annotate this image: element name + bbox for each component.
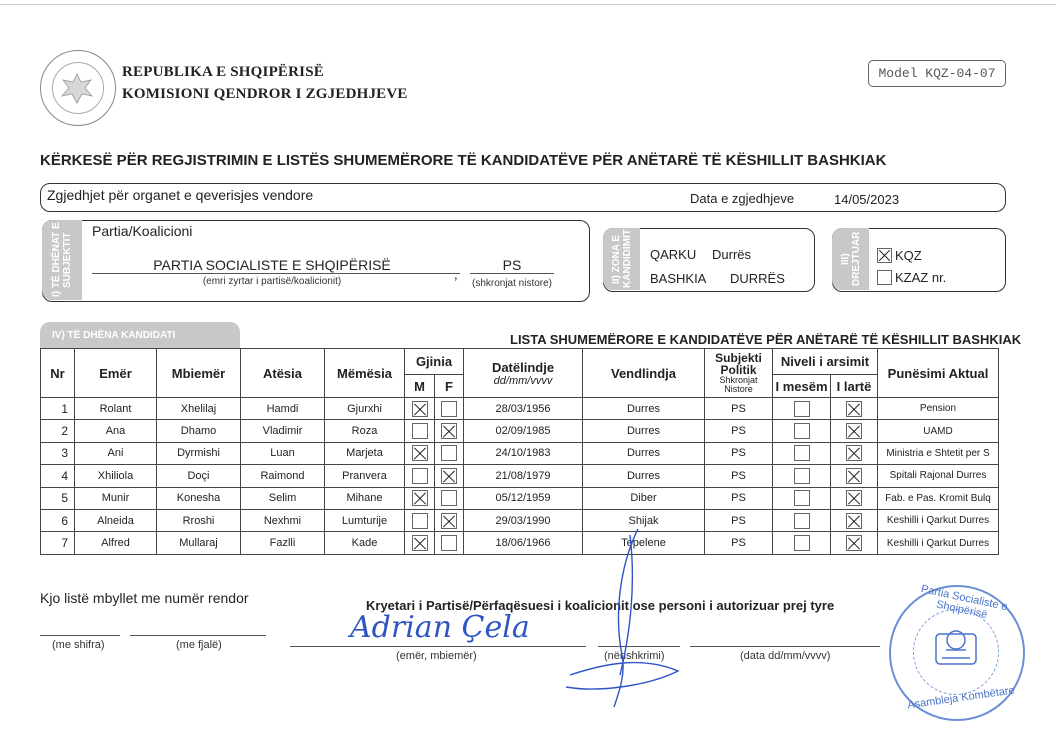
col-niveli: Niveli i arsimit <box>773 349 878 375</box>
edu-mesem-checkbox[interactable] <box>794 490 810 506</box>
gender-f-checkbox[interactable] <box>441 401 457 417</box>
cell-larte <box>831 487 878 509</box>
cell-punesimi: UAMD <box>878 420 999 442</box>
words-caption: (me fjalë) <box>176 639 222 651</box>
kqz-checkbox[interactable] <box>877 248 892 263</box>
words-line <box>130 635 266 636</box>
kzaz-label: KZAZ nr. <box>895 270 947 285</box>
cell-subjekti: PS <box>705 509 773 531</box>
cell-vendlindja: Durres <box>583 420 705 442</box>
cell-memesia: Roza <box>325 420 405 442</box>
edu-larte-checkbox[interactable] <box>846 468 862 484</box>
cell-emer: Xhiliola <box>75 465 157 487</box>
directed-tab <box>832 228 869 290</box>
col-gjinia: Gjinia <box>405 349 464 375</box>
cell-atesia: Luan <box>241 442 325 464</box>
party-name-underline <box>92 273 460 274</box>
candidates-table <box>40 348 999 555</box>
name-line <box>290 646 586 647</box>
cell-mbiemer: Rroshi <box>157 509 241 531</box>
cell-dob: 18/06/1966 <box>464 532 583 554</box>
closing-text: Kjo listë mbyllet me numër rendor <box>40 590 249 606</box>
cell-mbiemer: Xhelilaj <box>157 398 241 420</box>
cell-m <box>405 532 435 554</box>
cell-dob: 21/08/1979 <box>464 465 583 487</box>
cell-memesia: Marjeta <box>325 442 405 464</box>
gender-m-checkbox[interactable] <box>412 468 428 484</box>
cell-emer: Ani <box>75 442 157 464</box>
cell-punesimi: Keshilli i Qarkut Durres <box>878 532 999 554</box>
cell-mbiemer: Dyrmishi <box>157 442 241 464</box>
gender-m-checkbox[interactable] <box>412 535 428 551</box>
edu-larte-checkbox[interactable] <box>846 445 862 461</box>
edu-mesem-checkbox[interactable] <box>794 445 810 461</box>
cell-nr: 4 <box>41 465 75 487</box>
cell-f <box>435 398 464 420</box>
gender-m-checkbox[interactable] <box>412 513 428 529</box>
signature-caption: (nënshkrimi) <box>604 650 665 662</box>
edu-mesem-checkbox[interactable] <box>794 401 810 417</box>
comma: , <box>454 267 458 282</box>
cell-m <box>405 487 435 509</box>
qarku-label: QARKU <box>650 247 697 262</box>
cell-emer: Ana <box>75 420 157 442</box>
col-nr: Nr <box>41 349 75 398</box>
edu-mesem-checkbox[interactable] <box>794 423 810 439</box>
col-datelindje-label: Datëlindje <box>491 359 555 375</box>
cell-f <box>435 509 464 531</box>
gender-m-checkbox[interactable] <box>412 490 428 506</box>
stamp-top-text: Partia Socialiste e Shqipërisë <box>919 583 1009 622</box>
cell-mesem <box>773 442 831 464</box>
cell-nr: 7 <box>41 532 75 554</box>
cell-larte <box>831 465 878 487</box>
gender-f-checkbox[interactable] <box>441 535 457 551</box>
bashkia-value: DURRËS <box>730 271 785 286</box>
cell-subjekti: PS <box>705 398 773 420</box>
col-m: M <box>405 375 435 398</box>
numeric-line <box>40 635 120 636</box>
cell-dob: 29/03/1990 <box>464 509 583 531</box>
cell-dob: 05/12/1959 <box>464 487 583 509</box>
col-f: F <box>435 375 464 398</box>
cell-f <box>435 442 464 464</box>
signer-title: Kryetari i Partisë/Përfaqësuesi i koalicionit ose personi i autorizuar prej tyre <box>366 598 835 613</box>
cell-mbiemer: Mullaraj <box>157 532 241 554</box>
edu-mesem-checkbox[interactable] <box>794 468 810 484</box>
cell-m <box>405 442 435 464</box>
qarku-value: Durrës <box>712 247 752 262</box>
cell-f <box>435 487 464 509</box>
cell-memesia: Lumturije <box>325 509 405 531</box>
col-subjekti-sub: Shkronjat Nistore <box>719 375 758 394</box>
cell-larte <box>831 442 878 464</box>
cell-larte <box>831 420 878 442</box>
gender-m-checkbox[interactable] <box>412 401 428 417</box>
cell-mesem <box>773 487 831 509</box>
election-date-label: Data e zgjedhjeve <box>690 191 795 206</box>
cell-m <box>405 465 435 487</box>
col-memesia: Mëmësia <box>325 349 405 398</box>
header-republic: REPUBLIKA E SHQIPËRISË <box>122 64 324 80</box>
cell-vendlindja: Durres <box>583 442 705 464</box>
cell-vendlindja: Shijak <box>583 509 705 531</box>
subject-tab <box>42 220 82 300</box>
name-caption: (emër, mbiemër) <box>396 650 477 662</box>
col-punesimi: Punësimi Aktual <box>878 349 999 398</box>
cell-vendlindja: Durres <box>583 465 705 487</box>
cell-mesem <box>773 465 831 487</box>
col-mesem: I mesëm <box>773 375 831 398</box>
cell-emer: Munir <box>75 487 157 509</box>
header-commission: KOMISIONI QENDROR I ZGJEDHJEVE <box>122 86 408 102</box>
gender-m-checkbox[interactable] <box>412 423 428 439</box>
party-name-caption: (emri zyrtar i partisë/koalicionit) <box>202 276 342 287</box>
cell-atesia: Nexhmi <box>241 509 325 531</box>
party-label: Partia/Koalicioni <box>92 223 193 239</box>
signer-name: Adrian Çela <box>350 610 530 645</box>
gender-f-checkbox[interactable] <box>441 445 457 461</box>
cell-mesem <box>773 398 831 420</box>
subject-tab-label: I) TË DHËNAT E SUBJEKTIT <box>51 222 73 298</box>
election-date: 14/05/2023 <box>834 192 900 207</box>
edu-larte-checkbox[interactable] <box>846 535 862 551</box>
model-badge: Model KQZ-04-07 <box>868 60 1006 87</box>
cell-nr: 1 <box>41 398 75 420</box>
handwritten-signature-icon <box>560 525 690 715</box>
cell-vendlindja: Durres <box>583 398 705 420</box>
cell-f <box>435 420 464 442</box>
date-line <box>690 646 880 647</box>
gender-f-checkbox[interactable] <box>441 513 457 529</box>
col-subjekti <box>705 349 773 398</box>
cell-nr: 5 <box>41 487 75 509</box>
cell-subjekti: PS <box>705 420 773 442</box>
table-row <box>41 509 999 531</box>
page-title: KËRKESË PËR REGJISTRIMIN E LISTËS SHUMEMËRORE TË KANDIDATËVE PËR ANËTARË TË KËSHILLIT BASHKIAK <box>40 152 887 169</box>
cell-larte <box>831 532 878 554</box>
cell-punesimi: Ministria e Shtetit per S <box>878 442 999 464</box>
cell-emer: Alneida <box>75 509 157 531</box>
gender-f-checkbox[interactable] <box>441 423 457 439</box>
cell-punesimi: Keshilli i Qarkut Durres <box>878 509 999 531</box>
gender-m-checkbox[interactable] <box>412 445 428 461</box>
table-row <box>41 442 999 464</box>
col-subjekti-label: Subjekti Politik <box>715 351 762 377</box>
date-caption: (data dd/mm/vvvv) <box>740 650 831 662</box>
cell-dob: 02/09/1985 <box>464 420 583 442</box>
cell-m <box>405 509 435 531</box>
edu-mesem-checkbox[interactable] <box>794 535 810 551</box>
table-row <box>41 465 999 487</box>
cell-memesia: Kade <box>325 532 405 554</box>
cell-mesem <box>773 532 831 554</box>
col-emer: Emër <box>75 349 157 398</box>
cell-punesimi: Fab. e Pas. Kromit Bulq <box>878 487 999 509</box>
cell-larte <box>831 509 878 531</box>
cell-subjekti: PS <box>705 465 773 487</box>
initials-caption: (shkronjat nistore) <box>471 278 553 289</box>
cell-nr: 2 <box>41 420 75 442</box>
cell-emer: Alfred <box>75 532 157 554</box>
cell-f <box>435 465 464 487</box>
cell-punesimi: Spitali Rajonal Durres <box>878 465 999 487</box>
gender-f-checkbox[interactable] <box>441 490 457 506</box>
cell-dob: 24/10/1983 <box>464 442 583 464</box>
cell-dob: 28/03/1956 <box>464 398 583 420</box>
top-rule <box>0 4 1056 5</box>
cell-m <box>405 420 435 442</box>
edu-larte-checkbox[interactable] <box>846 401 862 417</box>
cell-mesem <box>773 420 831 442</box>
gender-f-checkbox[interactable] <box>441 468 457 484</box>
cell-nr: 6 <box>41 509 75 531</box>
cell-vendlindja: Diber <box>583 487 705 509</box>
cell-mbiemer: Konesha <box>157 487 241 509</box>
edu-larte-checkbox[interactable] <box>846 513 862 529</box>
col-vendlindja: Vendlindja <box>583 349 705 398</box>
cell-mesem <box>773 509 831 531</box>
party-initials: PS <box>502 257 522 273</box>
cell-mbiemer: Dhamo <box>157 420 241 442</box>
cell-vendlindja: Tepelene <box>583 532 705 554</box>
cell-atesia: Selim <box>241 487 325 509</box>
table-row <box>41 398 999 420</box>
cell-m <box>405 398 435 420</box>
table-row <box>41 487 999 509</box>
table-row <box>41 532 999 554</box>
cell-larte <box>831 398 878 420</box>
cell-punesimi: Pension <box>878 398 999 420</box>
col-mbiemer: Mbiemër <box>157 349 241 398</box>
cell-f <box>435 532 464 554</box>
cell-atesia: Fazlli <box>241 532 325 554</box>
cell-memesia: Gjurxhi <box>325 398 405 420</box>
party-name: PARTIA SOCIALISTE E SHQIPËRISË <box>153 257 391 273</box>
cell-atesia: Hamdi <box>241 398 325 420</box>
stamp-emblem-icon <box>932 624 980 672</box>
candidates-tab: IV) TË DHËNA KANDIDATI <box>40 322 240 348</box>
col-larte: I lartë <box>831 375 878 398</box>
cell-memesia: Pranvera <box>325 465 405 487</box>
kqz-label: KQZ <box>895 248 922 263</box>
bashkia-label: BASHKIA <box>650 271 707 286</box>
zone-tab <box>603 228 640 290</box>
election-label: Zgjedhjet për organet e qeverisjes vendore <box>47 187 314 203</box>
cell-atesia: Vladimir <box>241 420 325 442</box>
cell-subjekti: PS <box>705 487 773 509</box>
eagle-icon <box>58 70 96 106</box>
stamp-bottom-text: Asambleja Kombëtare <box>906 684 1016 712</box>
cell-subjekti: PS <box>705 442 773 464</box>
cell-nr: 3 <box>41 442 75 464</box>
edu-mesem-checkbox[interactable] <box>794 513 810 529</box>
cell-memesia: Mihane <box>325 487 405 509</box>
cell-emer: Rolant <box>75 398 157 420</box>
numeric-caption: (me shifra) <box>52 639 105 651</box>
col-date-format: dd/mm/vvvv <box>493 374 553 387</box>
list-title: LISTA SHUMEMËRORE E KANDIDATËVE PËR ANËTARË TË KËSHILLIT BASHKIAK <box>510 332 1022 347</box>
edu-larte-checkbox[interactable] <box>846 423 862 439</box>
initials-underline <box>470 273 554 274</box>
kzaz-checkbox[interactable] <box>877 270 892 285</box>
cell-subjekti: PS <box>705 532 773 554</box>
edu-larte-checkbox[interactable] <box>846 490 862 506</box>
directed-tab-label: III) DREJTUAR <box>839 231 862 287</box>
zone-tab-label: II) ZONA E KANDIDIMIT <box>610 229 633 289</box>
table-row <box>41 420 999 442</box>
cell-mbiemer: Doçi <box>157 465 241 487</box>
col-datelindje <box>464 349 583 398</box>
col-atesia: Atësia <box>241 349 325 398</box>
cell-atesia: Raimond <box>241 465 325 487</box>
